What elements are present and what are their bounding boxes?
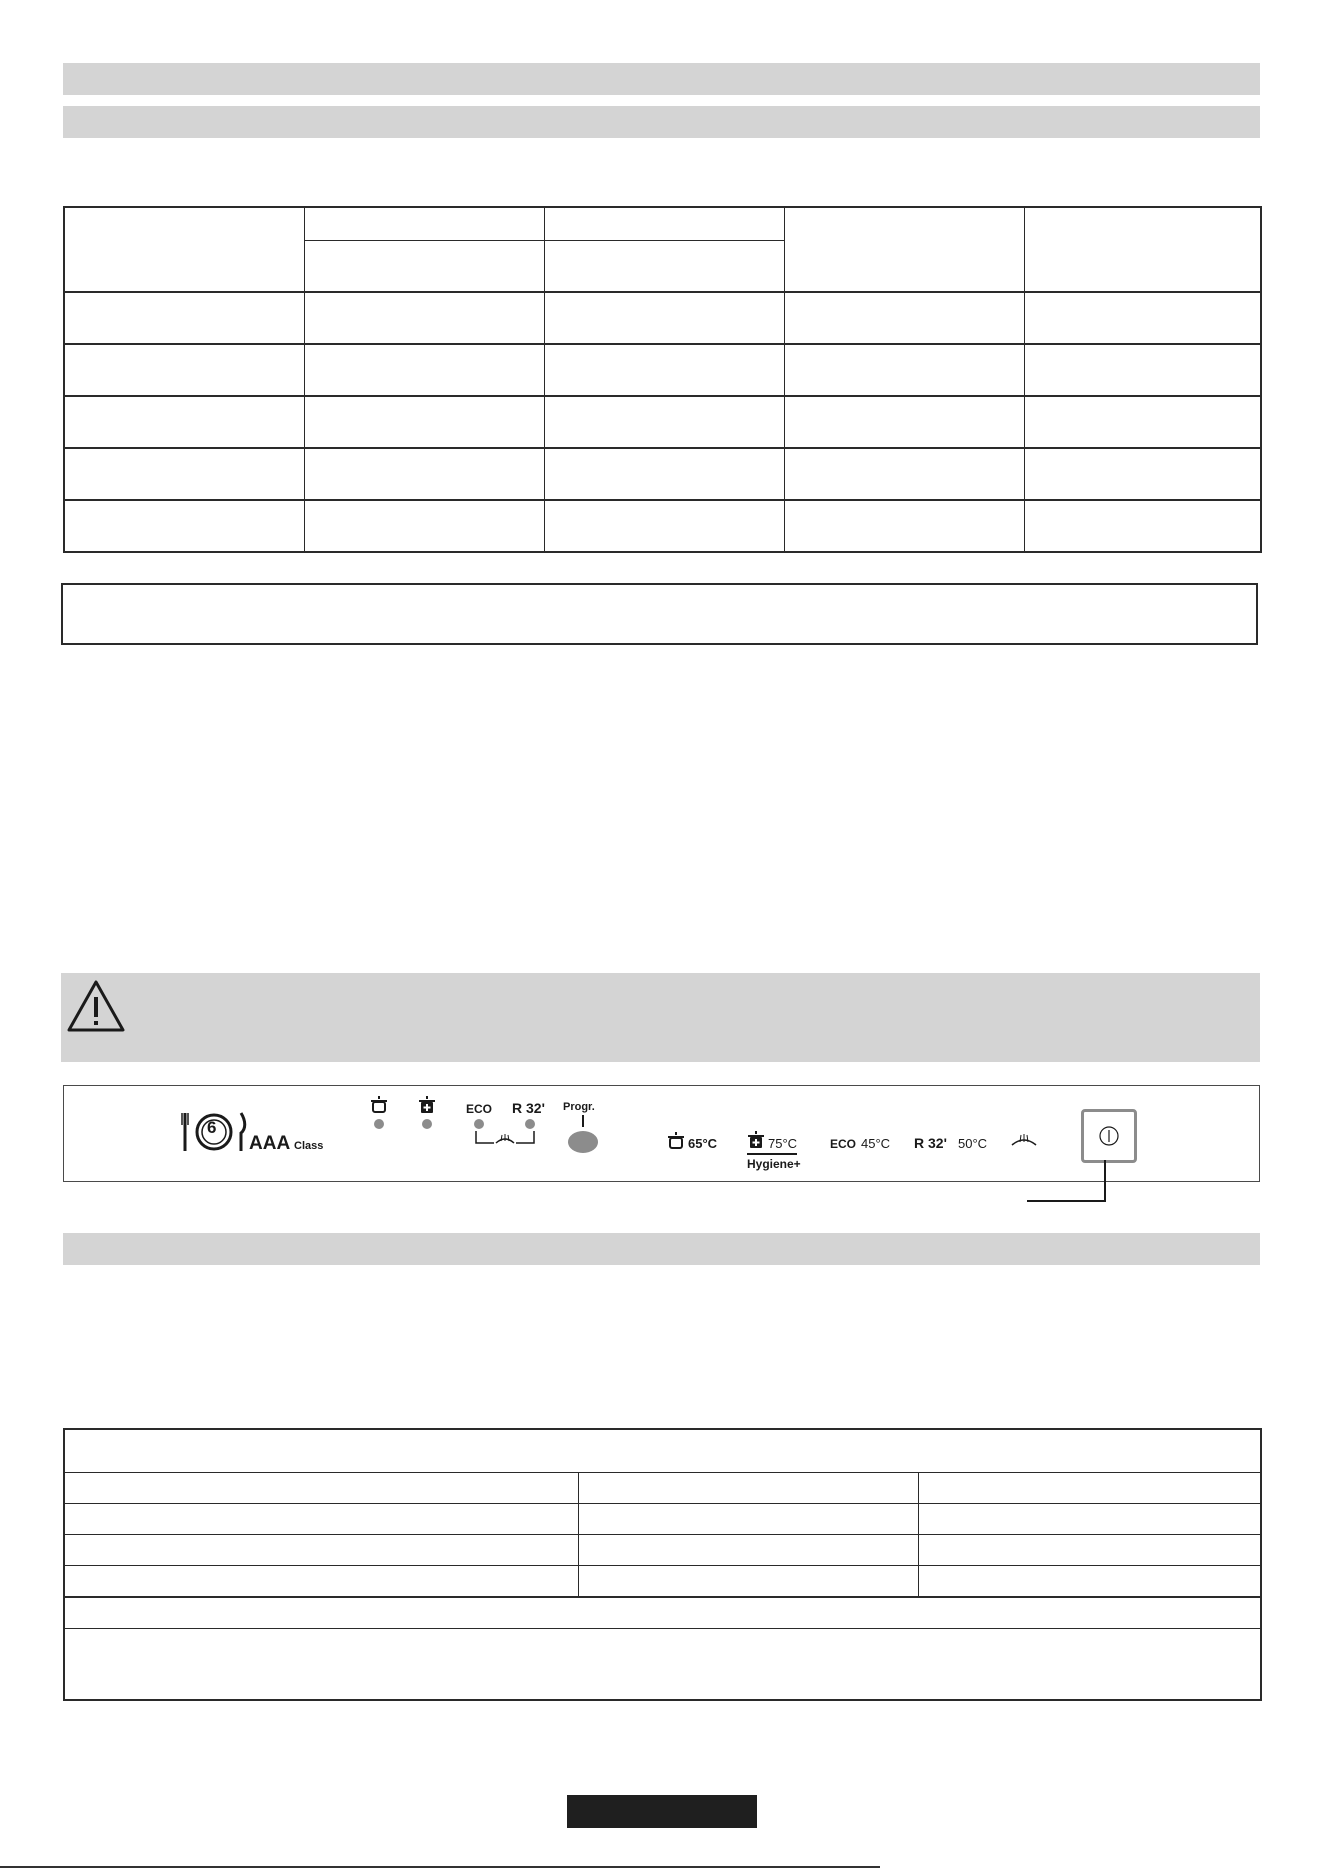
pot-icon bbox=[370, 1096, 388, 1114]
program-table bbox=[63, 206, 1262, 553]
led-eco bbox=[474, 1119, 484, 1129]
program-label-rapid: R 32' bbox=[914, 1135, 947, 1151]
led-rapid bbox=[525, 1119, 535, 1129]
load-number: 6 bbox=[207, 1118, 217, 1137]
program-label-eco: ECO bbox=[830, 1137, 857, 1151]
table-header-cell bbox=[304, 241, 544, 293]
table-row bbox=[64, 396, 1261, 448]
table-row bbox=[64, 1473, 1261, 1504]
program-hygiene-sub: Hygiene+ bbox=[747, 1157, 801, 1171]
control-panel bbox=[63, 1085, 1260, 1182]
hygiene-underline bbox=[747, 1153, 797, 1155]
table-row bbox=[64, 1535, 1261, 1566]
pot-plus-icon bbox=[747, 1131, 765, 1149]
table-row bbox=[64, 448, 1261, 500]
table-header-cell bbox=[64, 207, 304, 292]
note-box bbox=[61, 583, 1258, 645]
section-header-bar-2 bbox=[63, 106, 1260, 138]
section-header-bar-3 bbox=[63, 1233, 1260, 1265]
combo-bracket bbox=[474, 1131, 536, 1151]
table-row bbox=[64, 292, 1261, 344]
table-title-cell bbox=[64, 1429, 1261, 1473]
section-header-bar-1 bbox=[63, 63, 1260, 95]
program-temp-intensive: 65°C bbox=[688, 1136, 718, 1151]
power-button[interactable] bbox=[1081, 1109, 1137, 1163]
table-row bbox=[64, 1504, 1261, 1535]
energy-class: AAA bbox=[249, 1133, 291, 1154]
led-hygiene bbox=[422, 1119, 432, 1129]
table-row bbox=[64, 500, 1261, 552]
power-icon bbox=[1098, 1125, 1120, 1147]
page-number-block bbox=[567, 1795, 757, 1828]
table-row bbox=[64, 1629, 1261, 1701]
pot-plus-icon bbox=[418, 1096, 436, 1114]
program-temp-rapid: 50°C bbox=[958, 1136, 988, 1151]
eco-label: ECO bbox=[466, 1102, 493, 1116]
warning-bar bbox=[61, 973, 1260, 1062]
leader-line-vertical bbox=[1104, 1160, 1106, 1202]
program-button-tick bbox=[582, 1115, 584, 1127]
warning-triangle-icon bbox=[66, 979, 126, 1033]
bottom-rule bbox=[0, 1866, 880, 1868]
program-button[interactable] bbox=[568, 1131, 598, 1153]
r32-label: R 32' bbox=[512, 1100, 545, 1116]
program-temp-hygiene: 75°C bbox=[768, 1136, 798, 1151]
table-header-cell bbox=[304, 207, 544, 241]
soak-icon bbox=[1011, 1132, 1037, 1148]
program-temp-eco: 45°C bbox=[861, 1136, 891, 1151]
pot-icon bbox=[667, 1132, 685, 1150]
table-row bbox=[64, 1566, 1261, 1598]
leader-line-horizontal bbox=[1027, 1200, 1106, 1202]
table-header-cell bbox=[544, 241, 784, 293]
table-row bbox=[64, 344, 1261, 396]
table-row bbox=[64, 1597, 1261, 1629]
class-label: Class bbox=[294, 1140, 324, 1152]
progr-label: Progr. bbox=[563, 1101, 595, 1113]
spec-table bbox=[63, 1428, 1262, 1701]
led-intensive bbox=[374, 1119, 384, 1129]
table-header-cell bbox=[784, 207, 1024, 292]
table-header-cell bbox=[544, 207, 784, 241]
table-header-cell bbox=[1024, 207, 1261, 292]
